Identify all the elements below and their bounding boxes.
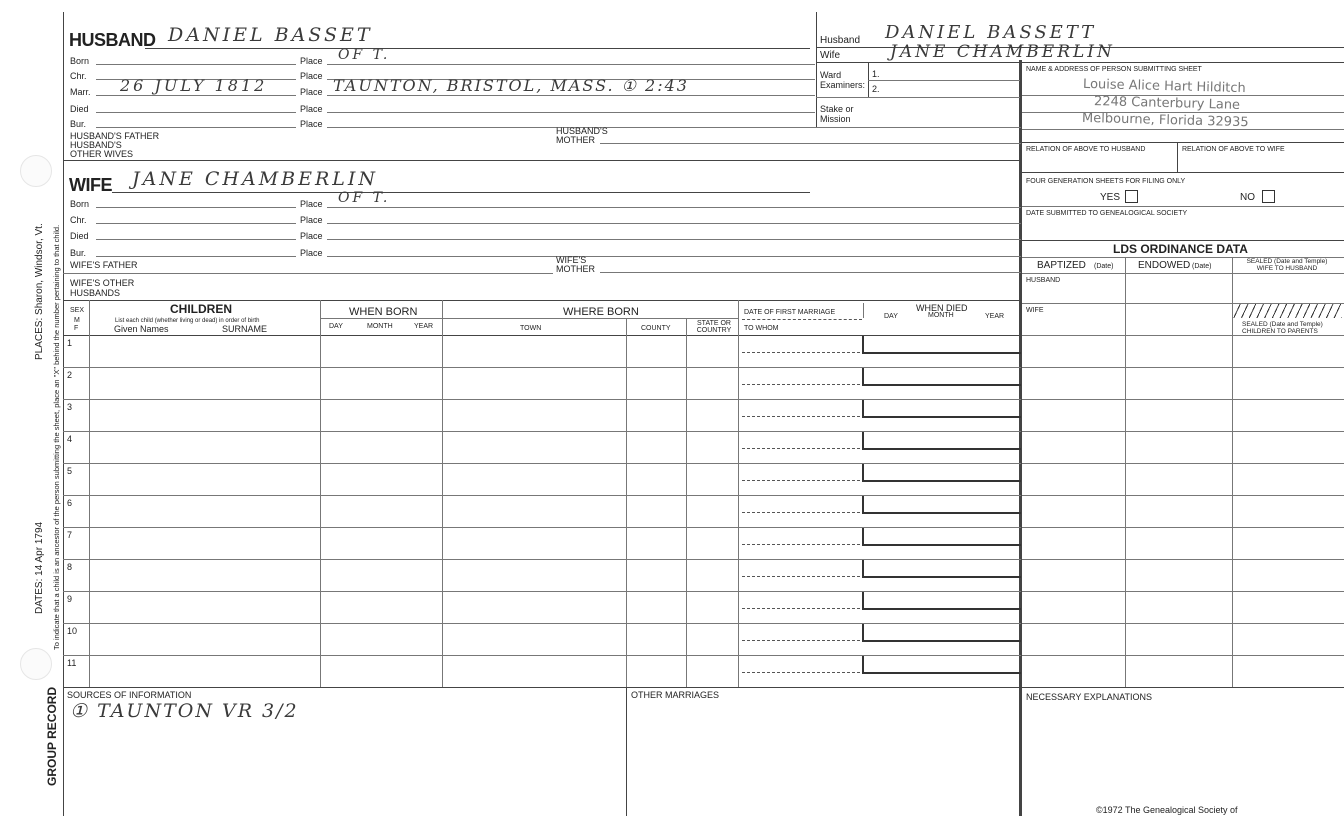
hatched-area bbox=[1232, 304, 1342, 318]
children-col-divider bbox=[738, 300, 739, 687]
wife-bur-place-line bbox=[327, 256, 1021, 257]
children-col-divider bbox=[89, 300, 90, 687]
died-day-label: DAY bbox=[884, 313, 898, 320]
date-submitted-label: DATE SUBMITTED TO GENEALOGICAL SOCIETY bbox=[1026, 210, 1188, 217]
sources-label: SOURCES OF INFORMATION bbox=[67, 690, 192, 700]
header-divider bbox=[816, 12, 817, 128]
relation-husband-label: RELATION OF ABOVE TO HUSBAND bbox=[1026, 146, 1146, 153]
husband-died-line bbox=[96, 112, 296, 113]
given-names-label: Given Names bbox=[114, 324, 169, 334]
sex-m-label: M bbox=[74, 317, 80, 324]
sealed-children-label: SEALED (Date and Temple) CHILDREN TO PARENTS bbox=[1242, 321, 1323, 335]
baptized-date-label: (Date) bbox=[1094, 263, 1114, 270]
children-subheader-line bbox=[320, 318, 738, 319]
when-died-box[interactable] bbox=[862, 624, 1021, 642]
when-died-box[interactable] bbox=[862, 400, 1021, 418]
header-husband-label: Husband bbox=[820, 35, 861, 46]
lds-row-line bbox=[1022, 591, 1344, 592]
wife-bur-place-label: Place bbox=[300, 248, 323, 258]
lds-row-line bbox=[1022, 463, 1344, 464]
sealed-wife-label: SEALED (Date and Temple) WIFE TO HUSBAND bbox=[1246, 258, 1328, 272]
where-born-label: WHERE BORN bbox=[563, 306, 639, 318]
when-died-box[interactable] bbox=[862, 560, 1021, 578]
when-died-box[interactable] bbox=[862, 656, 1021, 674]
submitter-city[interactable]: Melbourne, Florida 32935 bbox=[1081, 110, 1249, 131]
header-wife-line bbox=[816, 62, 1344, 63]
husband-died-place-label: Place bbox=[300, 104, 323, 114]
lds-wife-label: WIFE bbox=[1026, 307, 1044, 314]
submitter-street[interactable]: 2248 Canterbury Lane bbox=[1093, 94, 1241, 113]
wife-chr-place-label: Place bbox=[300, 215, 323, 225]
header-wife-label: Wife bbox=[820, 50, 840, 61]
wife-born-line bbox=[96, 207, 296, 208]
husband-bur-place-line bbox=[327, 127, 1021, 128]
four-gen-bottom bbox=[1022, 206, 1344, 207]
endowed-date-label: (Date) bbox=[1192, 263, 1212, 270]
wife-father-label: WIFE'S FATHER bbox=[70, 260, 138, 270]
marriage-dash bbox=[742, 384, 860, 385]
relation-bottom-line bbox=[1022, 172, 1344, 173]
wife-father-line bbox=[63, 273, 553, 274]
children-col-divider bbox=[320, 300, 321, 687]
husband-marr-label: Marr. bbox=[70, 87, 91, 97]
baptized-label: BAPTIZED bbox=[1037, 260, 1086, 271]
child-row-number: 4 bbox=[67, 434, 73, 444]
husband-born-place-line bbox=[327, 64, 815, 65]
state-country-label: STATE OR COUNTRY bbox=[696, 320, 732, 334]
wife-chr-line bbox=[96, 223, 296, 224]
wife-born-place-label: Place bbox=[300, 199, 323, 209]
wife-bur-label: Bur. bbox=[70, 248, 87, 258]
when-died-box[interactable] bbox=[862, 496, 1021, 514]
wife-chr-place-line bbox=[327, 223, 1021, 224]
first-marriage-dash bbox=[742, 319, 862, 320]
surname-label: SURNAME bbox=[222, 324, 268, 334]
yes-checkbox[interactable] bbox=[1125, 190, 1138, 203]
husband-born-place-label: Place bbox=[300, 56, 323, 66]
examiner-1-line bbox=[868, 80, 1020, 81]
marriage-dash bbox=[742, 480, 860, 481]
husband-marr-place-label: Place bbox=[300, 87, 323, 97]
wife-died-place-line bbox=[327, 239, 1021, 240]
lds-row-line bbox=[1022, 559, 1344, 560]
wife-bur-line bbox=[96, 256, 296, 257]
husband-born-label: Born bbox=[70, 56, 90, 66]
children-col-divider bbox=[863, 303, 864, 318]
first-marriage-label: DATE OF FIRST MARRIAGE bbox=[744, 309, 836, 316]
header-husband-value[interactable]: DANIEL BASSETT bbox=[885, 22, 1097, 43]
husband-bur-place-label: Place bbox=[300, 119, 323, 129]
born-year-label: YEAR bbox=[414, 323, 434, 330]
wife-mother-label: WIFE'S MOTHER bbox=[556, 255, 595, 274]
lds-row-line bbox=[1022, 527, 1344, 528]
when-born-label: WHEN BORN bbox=[349, 306, 418, 318]
when-died-box[interactable] bbox=[862, 336, 1021, 354]
husband-chr-place-label: Place bbox=[300, 71, 323, 81]
child-row-number: 6 bbox=[67, 498, 73, 508]
child-row-number: 11 bbox=[67, 658, 77, 668]
child-row-number: 2 bbox=[67, 370, 73, 380]
husband-marr-line bbox=[96, 95, 296, 96]
children-table-bottom bbox=[63, 687, 1021, 688]
no-checkbox[interactable] bbox=[1262, 190, 1275, 203]
husband-name[interactable]: DANIEL BASSET bbox=[168, 24, 373, 46]
born-month-label: MONTH bbox=[367, 323, 393, 330]
endowed-label: ENDOWED bbox=[1138, 260, 1191, 271]
submitter-line-3 bbox=[1022, 129, 1344, 130]
children-title: CHILDREN bbox=[170, 302, 232, 316]
dates-label: DATES: 14 Apr 1794 bbox=[34, 521, 45, 614]
husband-marr-place-line bbox=[327, 95, 815, 96]
marriage-dash bbox=[742, 512, 860, 513]
wife-name[interactable]: JANE CHAMBERLIN bbox=[132, 168, 379, 190]
wife-heading: WIFE bbox=[69, 175, 112, 195]
child-row-number: 8 bbox=[67, 562, 73, 572]
punch-hole bbox=[20, 648, 52, 680]
husband-died-label: Died bbox=[70, 104, 89, 114]
died-year-label: YEAR bbox=[985, 313, 1005, 320]
wife-section-bottom bbox=[63, 300, 1021, 301]
places-label: PLACES: Sharon, Windsor, Vt. bbox=[34, 223, 45, 360]
ancestor-instruction: To indicate that a child is an ancestor of the person submitting the sheet, place an "X" behind the number pertaining to that child. bbox=[52, 224, 61, 650]
husband-bur-line bbox=[96, 127, 296, 128]
sex-f-label: F bbox=[74, 325, 79, 332]
when-died-label: WHEN DIED bbox=[916, 303, 968, 313]
child-row-number: 10 bbox=[67, 626, 78, 636]
husband-mother-label: HUSBAND'S MOTHER bbox=[556, 126, 608, 145]
marriage-dash bbox=[742, 544, 860, 545]
wife-born-place-line bbox=[327, 207, 1021, 208]
date-submitted-bottom bbox=[1022, 240, 1344, 241]
marriage-dash bbox=[742, 448, 860, 449]
children-col-divider bbox=[442, 300, 443, 687]
lds-row-line bbox=[1022, 623, 1344, 624]
marriage-dash bbox=[742, 352, 860, 353]
submitter-label: NAME & ADDRESS OF PERSON SUBMITTING SHEET bbox=[1026, 66, 1202, 73]
wife-died-place-label: Place bbox=[300, 231, 323, 241]
wife-born-label: Born bbox=[70, 199, 90, 209]
explanations-label: NECESSARY EXPLANATIONS bbox=[1026, 692, 1153, 702]
sources-value[interactable]: ① TAUNTON VR 3/2 bbox=[70, 700, 299, 722]
child-row-number: 3 bbox=[67, 402, 73, 412]
sex-label: SEX bbox=[70, 307, 85, 314]
when-died-box[interactable] bbox=[862, 368, 1021, 386]
born-day-label: DAY bbox=[329, 323, 343, 330]
right-panel-divider bbox=[1021, 60, 1022, 816]
children-col-divider bbox=[686, 318, 687, 687]
relation-divider bbox=[1177, 142, 1178, 172]
footer-divider bbox=[626, 687, 627, 816]
husband-name-line bbox=[145, 48, 810, 49]
lds-row-line bbox=[1022, 495, 1344, 496]
when-died-box[interactable] bbox=[862, 432, 1021, 450]
town-label: TOWN bbox=[520, 325, 542, 332]
lds-title: LDS ORDINANCE DATA bbox=[1113, 242, 1248, 256]
wife-born-place[interactable]: OF T. bbox=[338, 190, 391, 206]
group-record-label: GROUP RECORD bbox=[45, 686, 59, 786]
marriage-dash bbox=[742, 672, 860, 673]
lds-husband-label: HUSBAND bbox=[1026, 277, 1061, 284]
child-row-number: 1 bbox=[67, 338, 73, 348]
county-label: COUNTY bbox=[641, 325, 671, 332]
wife-other-husbands-label: WIFE'S OTHER HUSBANDS bbox=[70, 278, 135, 298]
yes-label: YES bbox=[1100, 192, 1121, 203]
ward-bottom-line bbox=[816, 97, 1020, 98]
when-died-box[interactable] bbox=[862, 464, 1021, 482]
lds-row-line bbox=[1022, 367, 1344, 368]
husband-chr-label: Chr. bbox=[70, 71, 87, 81]
lds-table-bottom bbox=[1022, 687, 1344, 688]
lds-children-header-line bbox=[1022, 335, 1344, 336]
husband-died-place-line bbox=[327, 112, 815, 113]
header-wife-value[interactable]: JANE CHAMBERLIN bbox=[890, 42, 1115, 62]
wife-chr-label: Chr. bbox=[70, 215, 87, 225]
husband-born-line bbox=[96, 64, 296, 65]
lds-row-line bbox=[1022, 399, 1344, 400]
when-died-box[interactable] bbox=[862, 592, 1021, 610]
marriage-dash bbox=[742, 640, 860, 641]
wife-mother-line bbox=[600, 272, 1021, 273]
children-col-divider bbox=[626, 318, 627, 687]
child-row-number: 5 bbox=[67, 466, 73, 476]
husband-mother-line bbox=[600, 143, 1021, 144]
wife-name-line bbox=[112, 192, 810, 193]
examiner-1: 1. bbox=[872, 69, 880, 79]
husband-other-wives-label: HUSBAND'S OTHER WIVES bbox=[70, 140, 134, 159]
marriage-dash bbox=[742, 416, 860, 417]
child-row-number: 7 bbox=[67, 530, 73, 540]
marriage-dash bbox=[742, 608, 860, 609]
husband-marr-date[interactable]: 26 JULY 1812 bbox=[120, 76, 268, 95]
husband-heading: HUSBAND bbox=[69, 30, 156, 50]
lds-row-line bbox=[1022, 431, 1344, 432]
no-label: NO bbox=[1240, 192, 1255, 203]
children-instruction: List each child (whether living or dead) in order of birth bbox=[115, 318, 260, 324]
relation-top-line bbox=[1022, 142, 1344, 143]
relation-wife-label: RELATION OF ABOVE TO WIFE bbox=[1182, 146, 1285, 153]
husband-born-place[interactable]: OF T. bbox=[338, 47, 391, 63]
marriage-dash bbox=[742, 576, 860, 577]
when-died-box[interactable] bbox=[862, 528, 1021, 546]
submitter-name[interactable]: Louise Alice Hart Hilditch bbox=[1082, 76, 1246, 97]
to-whom-label: TO WHOM bbox=[744, 325, 779, 332]
wife-died-line bbox=[96, 239, 296, 240]
husband-bur-label: Bur. bbox=[70, 119, 87, 129]
other-marriages-label: OTHER MARRIAGES bbox=[631, 690, 720, 700]
lds-header-line bbox=[1022, 273, 1344, 274]
copyright-label: ©1972 The Genealogical Society of bbox=[1096, 805, 1238, 815]
wife-died-label: Died bbox=[70, 231, 89, 241]
punch-hole bbox=[20, 155, 52, 187]
stake-mission-label: Stake or Mission bbox=[820, 104, 854, 124]
ward-examiners-label: Ward Examiners: bbox=[820, 70, 866, 90]
left-border bbox=[63, 12, 64, 816]
husband-section-bottom bbox=[63, 160, 1021, 161]
husband-marr-place[interactable]: TAUNTON, BRISTOL, MASS. ① 2:43 bbox=[333, 76, 689, 95]
four-gen-label: FOUR GENERATION SHEETS FOR FILING ONLY bbox=[1026, 178, 1186, 185]
lds-row-line bbox=[1022, 655, 1344, 656]
husband-father-label: HUSBAND'S FATHER bbox=[70, 131, 160, 141]
examiner-2: 2. bbox=[872, 84, 880, 94]
died-month-label: MONTH bbox=[928, 312, 954, 319]
child-row-number: 9 bbox=[67, 594, 73, 604]
